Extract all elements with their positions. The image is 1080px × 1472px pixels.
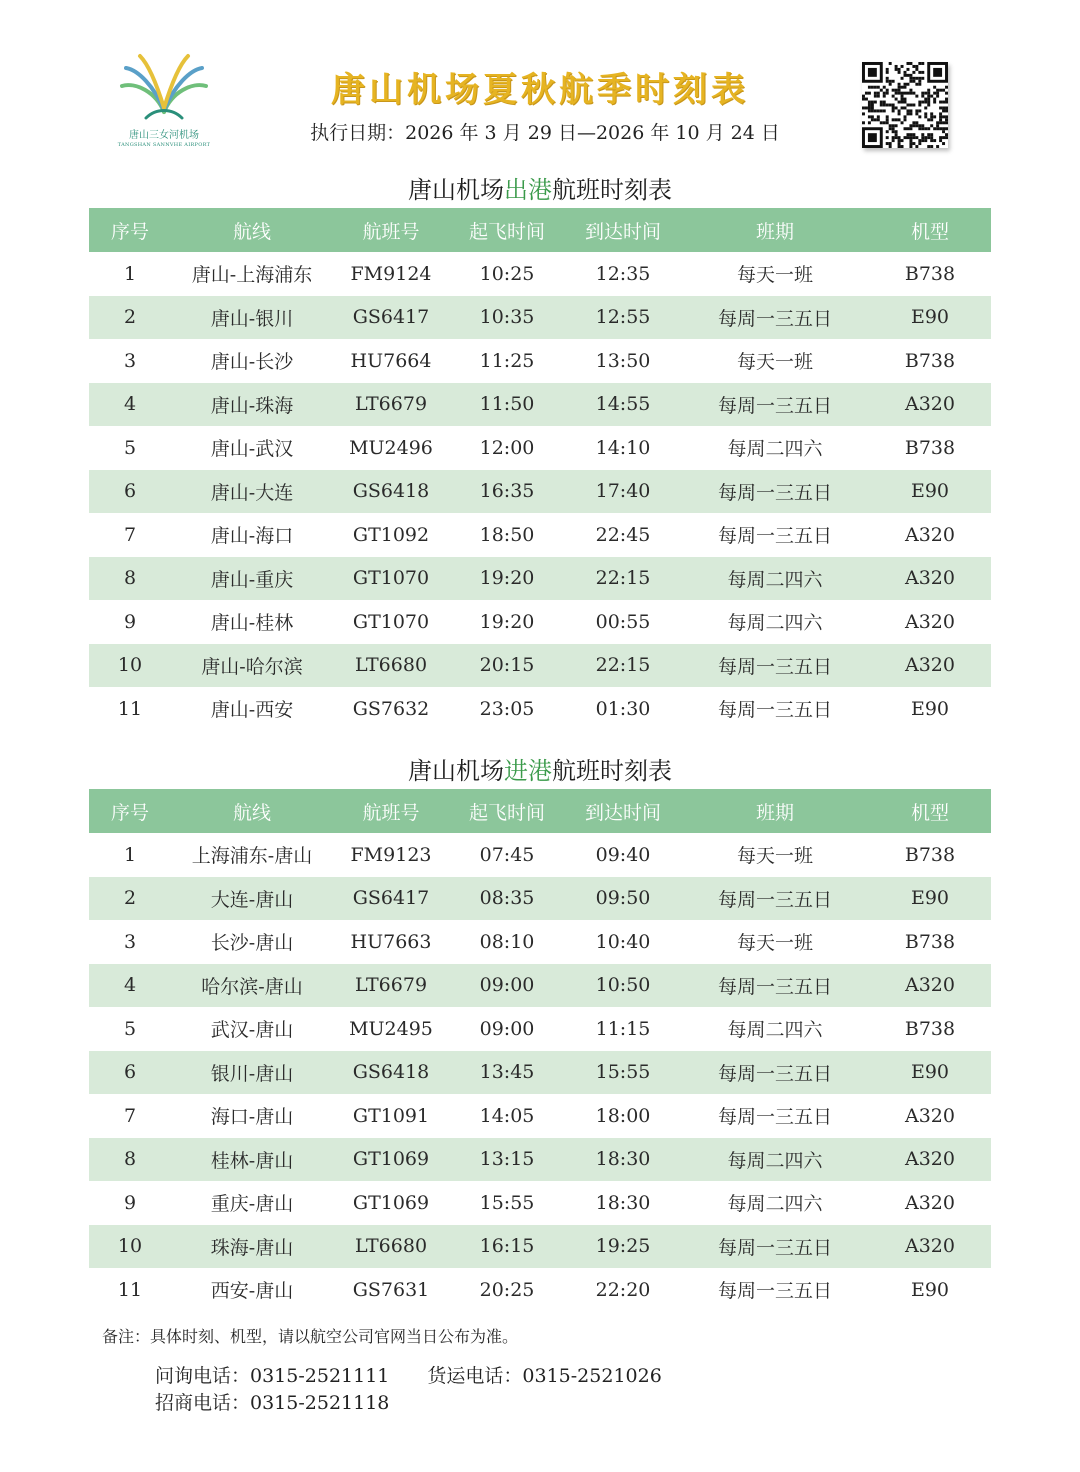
table-cell: 重庆-唐山 xyxy=(210,1193,294,1216)
table-cell: GS7631 xyxy=(352,1278,430,1301)
table-cell: E90 xyxy=(910,306,950,329)
table-cell: GT1069 xyxy=(352,1148,430,1171)
table-cell: 19:25 xyxy=(595,1235,651,1258)
arrivals-title-post: 航班时刻表 xyxy=(552,757,672,785)
table-cell: GS6417 xyxy=(352,887,430,910)
table-cell: 12:00 xyxy=(479,436,535,459)
table-row xyxy=(89,964,991,1008)
effective-dates: 执行日期：2026 年 3 月 29 日—2026 年 10 月 24 日 xyxy=(310,122,780,144)
table-cell: 4 xyxy=(123,393,137,416)
table-cell: 长沙-唐山 xyxy=(210,932,294,955)
table-cell: 7 xyxy=(123,1104,137,1127)
table-cell: 22:45 xyxy=(595,523,651,546)
table-cell: 每周一三五日 xyxy=(717,1236,832,1259)
table-cell: LT6680 xyxy=(354,1235,428,1258)
table-cell: 16:15 xyxy=(479,1235,535,1258)
table-cell: 每周二四六 xyxy=(727,612,823,635)
table-cell: GS6417 xyxy=(352,306,430,329)
table-row xyxy=(89,1051,991,1095)
table-cell: A320 xyxy=(905,1191,955,1214)
table-cell: 上海浦东-唐山 xyxy=(191,845,313,868)
table-cell: 9 xyxy=(123,610,137,633)
table-cell: HU7664 xyxy=(350,349,432,372)
table-cell: 桂林-唐山 xyxy=(210,1149,294,1172)
table-cell: 每周一三五日 xyxy=(717,888,832,911)
table-cell: LT6680 xyxy=(354,654,428,677)
column-header: 班期 xyxy=(755,801,794,824)
table-cell: 13:45 xyxy=(479,1061,535,1084)
table-cell: 每周二四六 xyxy=(727,1019,823,1042)
table-cell: 23:05 xyxy=(479,697,535,720)
table-cell: B738 xyxy=(904,930,956,953)
table-cell: A320 xyxy=(905,1104,955,1127)
logo-text: 唐山三女河机场 xyxy=(129,130,199,141)
table-cell: 10:40 xyxy=(595,930,651,953)
table-cell: 1 xyxy=(123,262,137,285)
table-cell: 每天一班 xyxy=(736,351,813,374)
table-row xyxy=(89,687,991,731)
table-cell: 15:55 xyxy=(595,1061,651,1084)
table-cell: 1 xyxy=(123,843,137,866)
table-cell: B738 xyxy=(904,262,956,285)
table-cell: LT6679 xyxy=(354,974,428,997)
table-cell: 唐山-大连 xyxy=(210,481,294,504)
table-row xyxy=(89,877,991,921)
table-cell: 每周一三五日 xyxy=(717,525,832,548)
table-cell: 每天一班 xyxy=(736,845,813,868)
table-cell: 5 xyxy=(123,1017,137,1040)
table-cell: A320 xyxy=(905,654,955,677)
table-cell: 每周一三五日 xyxy=(717,1280,832,1303)
table-row xyxy=(89,1138,991,1182)
table-cell: 09:40 xyxy=(595,843,651,866)
table-cell: 每周一三五日 xyxy=(717,1106,832,1129)
table-cell: 10 xyxy=(117,654,143,677)
table-cell: 西安-唐山 xyxy=(210,1280,294,1303)
table-cell: 17:40 xyxy=(595,480,651,503)
table-cell: 13:50 xyxy=(595,349,651,372)
table-cell: 10:35 xyxy=(479,306,535,329)
departures-title xyxy=(90,170,990,205)
table-cell: 银川-唐山 xyxy=(210,1062,294,1085)
table-cell: A320 xyxy=(905,1235,955,1258)
table-row xyxy=(89,470,991,514)
column-header: 序号 xyxy=(110,220,149,243)
table-cell: MU2495 xyxy=(349,1017,433,1040)
contact-list xyxy=(155,1361,955,1415)
column-header: 机型 xyxy=(910,220,949,243)
table-cell: 6 xyxy=(123,1061,137,1084)
table-cell: E90 xyxy=(910,1061,950,1084)
column-header: 起飞时间 xyxy=(468,801,545,824)
column-header: 航线 xyxy=(232,220,271,243)
table-cell: 每周二四六 xyxy=(727,1193,823,1216)
table-cell: 18:00 xyxy=(595,1104,651,1127)
table-cell: GT1092 xyxy=(352,523,430,546)
table-cell: GT1069 xyxy=(352,1191,430,1214)
departures-title-highlight: 出港 xyxy=(504,176,552,204)
table-cell: 14:10 xyxy=(595,436,651,459)
table-cell: 珠海-唐山 xyxy=(210,1236,294,1259)
table-cell: 14:05 xyxy=(479,1104,535,1127)
table-cell: 09:50 xyxy=(595,887,651,910)
table-cell: 08:35 xyxy=(479,887,535,910)
table-cell: 22:15 xyxy=(595,654,651,677)
table-cell: 09:00 xyxy=(479,974,535,997)
wings-icon xyxy=(116,52,212,128)
table-cell: 每周一三五日 xyxy=(717,975,832,998)
table-row xyxy=(89,339,991,383)
table-cell: 大连-唐山 xyxy=(210,888,294,911)
footer-note: 备注：具体时刻、机型，请以航空公司官网当日公布为准。 xyxy=(102,1327,519,1346)
table-cell: 唐山-上海浦东 xyxy=(191,264,313,287)
table-cell: 18:30 xyxy=(595,1148,651,1171)
arrivals-table xyxy=(89,789,991,1312)
table-cell: 6 xyxy=(123,480,137,503)
table-cell: FM9124 xyxy=(350,262,432,285)
table-cell: 3 xyxy=(123,349,137,372)
table-row xyxy=(89,1181,991,1225)
table-cell: 2 xyxy=(123,887,137,910)
table-cell: 12:55 xyxy=(595,306,651,329)
table-cell: 每周二四六 xyxy=(727,1149,823,1172)
table-row xyxy=(89,513,991,557)
table-cell: 16:35 xyxy=(479,480,535,503)
table-cell: 唐山-银川 xyxy=(210,307,294,330)
table-cell: FM9123 xyxy=(350,843,432,866)
table-cell: E90 xyxy=(910,697,950,720)
table-cell: 唐山-哈尔滨 xyxy=(201,655,303,678)
table-cell: 8 xyxy=(123,567,137,590)
table-row xyxy=(89,1094,991,1138)
table-cell: 唐山-珠海 xyxy=(210,394,294,417)
table-row xyxy=(89,1007,991,1051)
table-cell: 5 xyxy=(123,436,137,459)
table-cell: 12:35 xyxy=(595,262,651,285)
table-row xyxy=(89,557,991,601)
column-header: 到达时间 xyxy=(584,801,661,824)
table-cell: 每周一三五日 xyxy=(717,1062,832,1085)
table-cell: A320 xyxy=(905,523,955,546)
airport-logo xyxy=(108,52,220,152)
arrivals-title-pre: 唐山机场 xyxy=(408,757,504,785)
column-header: 航线 xyxy=(232,801,271,824)
table-row xyxy=(89,383,991,427)
departures-title-post: 航班时刻表 xyxy=(552,176,672,204)
table-cell: GS6418 xyxy=(352,1061,430,1084)
table-row xyxy=(89,426,991,470)
table-cell: 11:50 xyxy=(479,393,535,416)
table-cell: 每天一班 xyxy=(736,932,813,955)
table-cell: 唐山-西安 xyxy=(210,699,294,722)
table-cell: B738 xyxy=(904,436,956,459)
arrivals-title xyxy=(90,751,990,786)
arrivals-title-highlight: 进港 xyxy=(504,757,552,785)
table-cell: 唐山-桂林 xyxy=(210,612,294,635)
table-cell: 4 xyxy=(123,974,137,997)
table-row xyxy=(89,600,991,644)
table-cell: 3 xyxy=(123,930,137,953)
table-cell: 8 xyxy=(123,1148,137,1171)
table-row xyxy=(89,252,991,296)
table-cell: E90 xyxy=(910,887,950,910)
table-row xyxy=(89,920,991,964)
qr-code-icon xyxy=(862,62,948,148)
table-cell: B738 xyxy=(904,843,956,866)
table-cell: LT6679 xyxy=(354,393,428,416)
table-cell: 18:30 xyxy=(595,1191,651,1214)
table-cell: A320 xyxy=(905,1148,955,1171)
table-cell: 每周二四六 xyxy=(727,438,823,461)
column-header: 起飞时间 xyxy=(468,220,545,243)
table-cell: 22:15 xyxy=(595,567,651,590)
qr-code[interactable] xyxy=(862,62,948,148)
table-cell: 11 xyxy=(117,1278,143,1301)
contact-phone: 问询电话：0315-2521111 xyxy=(155,1365,390,1387)
table-cell: 武汉-唐山 xyxy=(210,1019,294,1042)
table-cell: 唐山-海口 xyxy=(210,525,294,548)
page-title: 唐山机场夏秋航季时刻表 xyxy=(331,70,749,110)
table-cell: A320 xyxy=(905,974,955,997)
table-cell: MU2496 xyxy=(349,436,433,459)
table-cell: 01:30 xyxy=(595,697,651,720)
contact-phone: 货运电话：0315-2521026 xyxy=(427,1365,662,1387)
table-row xyxy=(89,644,991,688)
table-cell: 11 xyxy=(117,697,143,720)
table-cell: 00:55 xyxy=(595,610,651,633)
contact-phone: 招商电话：0315-2521118 xyxy=(155,1392,390,1414)
table-cell: 15:55 xyxy=(479,1191,535,1214)
table-cell: 11:15 xyxy=(595,1017,651,1040)
column-header: 机型 xyxy=(910,801,949,824)
table-cell: 14:55 xyxy=(595,393,651,416)
table-row xyxy=(89,296,991,340)
table-cell: 每周一三五日 xyxy=(717,655,832,678)
table-cell: 9 xyxy=(123,1191,137,1214)
table-row xyxy=(89,833,991,877)
column-header: 到达时间 xyxy=(584,220,661,243)
table-cell: E90 xyxy=(910,480,950,503)
table-cell: 13:15 xyxy=(479,1148,535,1171)
table-cell: 每周一三五日 xyxy=(717,307,832,330)
table-cell: 唐山-重庆 xyxy=(210,568,294,591)
table-cell: 19:20 xyxy=(479,567,535,590)
table-cell: B738 xyxy=(904,1017,956,1040)
table-header xyxy=(89,789,991,833)
departures-table xyxy=(89,208,991,731)
table-cell: 07:45 xyxy=(479,843,535,866)
table-cell: 每周一三五日 xyxy=(717,699,832,722)
column-header: 班期 xyxy=(755,220,794,243)
table-cell: GS7632 xyxy=(352,697,430,720)
table-cell: 18:50 xyxy=(479,523,535,546)
table-cell: 哈尔滨-唐山 xyxy=(201,975,303,998)
table-cell: 10:50 xyxy=(595,974,651,997)
table-cell: A320 xyxy=(905,567,955,590)
table-cell: HU7663 xyxy=(350,930,432,953)
column-header: 航班号 xyxy=(362,801,420,824)
column-header: 航班号 xyxy=(362,220,420,243)
table-cell: 22:20 xyxy=(595,1278,651,1301)
table-cell: 20:25 xyxy=(479,1278,535,1301)
table-cell: 每周一三五日 xyxy=(717,394,832,417)
table-cell: A320 xyxy=(905,610,955,633)
table-row xyxy=(89,1225,991,1269)
table-cell: 08:10 xyxy=(479,930,535,953)
table-cell: GT1070 xyxy=(352,567,430,590)
table-cell: 09:00 xyxy=(479,1017,535,1040)
table-cell: 11:25 xyxy=(479,349,535,372)
column-header: 序号 xyxy=(110,801,149,824)
table-cell: 19:20 xyxy=(479,610,535,633)
table-cell: 10:25 xyxy=(479,262,535,285)
table-cell: GT1070 xyxy=(352,610,430,633)
table-cell: 2 xyxy=(123,306,137,329)
table-row xyxy=(89,1268,991,1312)
logo-subtext: TANGSHAN SANNVHE AIRPORT xyxy=(117,142,211,148)
table-cell: 20:15 xyxy=(479,654,535,677)
table-cell: 每周二四六 xyxy=(727,568,823,591)
table-cell: E90 xyxy=(910,1278,950,1301)
table-cell: 海口-唐山 xyxy=(210,1106,294,1129)
table-cell: 7 xyxy=(123,523,137,546)
table-cell: 唐山-武汉 xyxy=(210,438,294,461)
table-cell: GT1091 xyxy=(352,1104,430,1127)
departures-title-pre: 唐山机场 xyxy=(408,176,504,204)
table-cell: GS6418 xyxy=(352,480,430,503)
table-header xyxy=(89,208,991,252)
table-cell: 每周一三五日 xyxy=(717,481,832,504)
table-cell: 唐山-长沙 xyxy=(210,351,294,374)
table-cell: B738 xyxy=(904,349,956,372)
table-cell: A320 xyxy=(905,393,955,416)
table-cell: 10 xyxy=(117,1235,143,1258)
table-cell: 每天一班 xyxy=(736,264,813,287)
